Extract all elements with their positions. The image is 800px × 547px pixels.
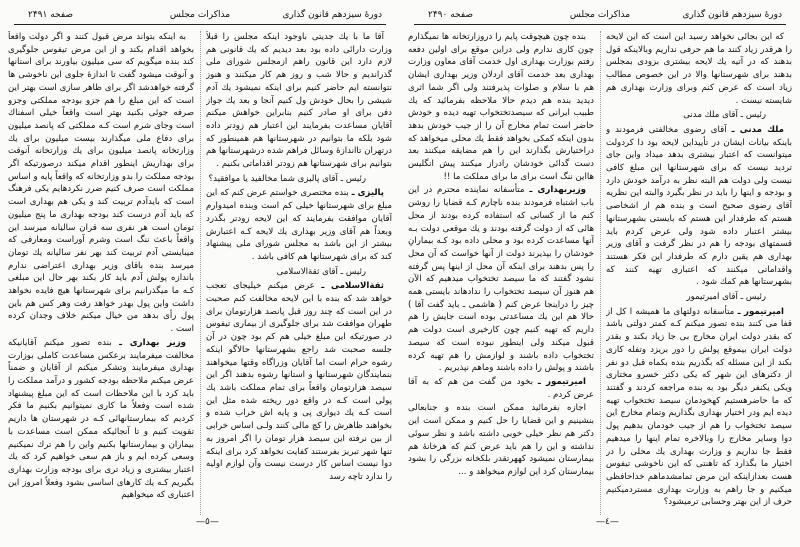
column-divider [600, 31, 601, 515]
speaker-name: امیرتیمور ـ [537, 376, 586, 387]
chair-heading: رئیس ـ آقای ثقةالاسلامی [276, 266, 366, 277]
paragraph: که این بجائی نخواهد رسید این است که این لایحه را هرقدر زیاد کنند ما هم حرفی نداریم وبالاینکه قول بدهند که در آتیه یك لایحه بیشتری بزودی بمجلس بدهند برای شهرستانها والا در این خصوص مطالب زیاد است که عرض کنم وبرای وزارت بهداری هم شایسته نیست . [606, 32, 792, 106]
speech-text: متأسفانه دولتهای ما همیشه ا کل از قفا می کنند بنده تصور میکنم کـه کمتر دولتی باشد که بقدر دولت ایران مخارج بی جا زیاد بکند و بقدر دولت ایران بیموقع پولش را دور بریزد وتفله کاری بکند از این مسئله که بگذریم بنده بکماه قبل دو نفر از دکترهای این شهر که یکی دکتر خسرو مختاری ویکی یکنفر دیگر بود به بنده مراجعه کردند و گفتند که ما حاضرهستیم کهخودمان سیصد تختخواب تهیه دیده ایم ودر اختیار بهداری بگذاریم وتمام مخارج این سیصد تختخواب را هم از جیب خودمان بدهیم پول دوا وسایر مخارج را وبالاخره تمام اینها را میدهیم فقط جا نداریم و وزارت بهداری یك محلی را در اختیار ما بگذارد که تاهنتی که این ناخوشی تیفوس هست بعدازاینکه این مرض تمامشدماهم خداحافظی میکنیم و جا راهم به وزارت بهداری مستردمیکنیم حرف از این بهتر وحسابی ترمیشود؟ [606, 306, 792, 508]
column-left [8, 31, 194, 515]
speech-text: بنده تصور میکنم آقایانیکه مخالفت میفرمایند برعکس مساعدت کاملی بوزارت بهداری میفرمایند وتشکر میکنم از آقایان و ضمناً عرض میکنم ملاحظه بودجه کشور و درآمد مملکت را باید کرد با این ملاحظات است که این مبلغ پیشنهاد شده است وفعلاً ما کاری نمیتوانیم بکنیم ما فکر کردیم که بیمارستانهائی کـه در شهرستان ها داریم تقویت کنیم و تا آنجائیکه ممکن است مساعدت با بیماران و بیمارستانها بکنیم واین را هم ترك نمیکنیم وسعی کرده ایم و باز هم سعی خواهیم کرد که یك اعتبار بیشتری و زیاد تری برای بودجه وزارت بهداری بگیریم کـه یك کارهای اساسی بشود وفعلاً امروز این اعتباری که میخواهیم [8, 337, 194, 501]
speech-text: عرض میکنم خیلیجای تعجب خواهد شد که بنده با این لایحه مخالفت کنم صحبت در این است که چند روز قبل پانصد هزارتومان برای طهران موافقت شد برای جلوگیری از بیماری تیفوس در صورتیکه این مبلغ خیلی هم کم بود چون در آن جلسه صحبت شد راجع بشهرستانها حالاگو اینکه رشوه حرام است اما آقایان وزراگاه وقتها میخواهند بنمایندگان شهرستانها و استانها رشوه بدهند اگر این سیصد هزارتومان واقعاً برای تمام مملکت باشد یك پولی است کـه در واقع دور ریخته شده مثل این است کـه یك دیواری پی و پایه اش خراب شده و بخواهند ظاهرش را کچ مالی کنند ولـی اساس خرابی از بین نرفته این سیصد هزار تومان را اگر امروز به تنها شهر تبریز بفرستند کفایت نخواهد کرد برای اینکه دوا نیست اساس کار درست نیست وآن لوازم اولیه را ندارد تاچه رسد [206, 281, 392, 482]
speech-paragraph [206, 187, 392, 263]
speech-text: بنده مختصری خواستم عرض کنم که این مبلغ برای شهرستانها خیلی کم است وبنده امیدوارم آقایان موافقت بفرمایند که این لایحه زودتر بگذرد وبعداً هم آقای وزیر بهداری یك لایحه کـه اعتبارش بیشتر از این باشد به مجلس شورای ملی پیشنهاد کند که برای شهرستانها هم کافی باشد . [206, 188, 392, 262]
speech-text: آقای رضوی مخالفتی فرمودند و باینکه بیانات ایشان در تأییداین لایحه بود دا کردولت میتوانست که اعتبار بیشتری بدهد میداد واین جای تردید نیست که برای شهرستانها این مبلغ کافی نیست ولی دولت هم البته نظر به درآمد خودش دارد و بودجه و اینها را باید در نظر بگیرد والبته این نظریه آقای رضوی صحیح است و بنده هم از اشخاصی هستم که طرفدار این هستم که بایستی بشهرستانها بیشتر اعتبار داده شود ولی عرض کردم باید قسمتهای بودجه را هم در نظر گرفت و آقای وزیر بهداری هم یقین دارم که طرفدار این فکر هستند واقداماتی میکنند که اعتباری تهیه کنند که بشهرستانها هم کمك شود . [606, 124, 792, 288]
chair-heading: رئیس ـ آقای ملك مدنی [683, 110, 766, 121]
speech-paragraph [606, 306, 792, 509]
session-label: دورهٔ سیزدهم قانون گذاری [682, 10, 782, 20]
page-header [414, 6, 786, 25]
speaker-name: امیرتیمور ـ [737, 306, 784, 317]
page-number: صفحه ۲۴۹۰ [428, 10, 474, 20]
right-page [400, 0, 800, 547]
paragraph: اجازه بفرمائید ممکن است بنده و جنابعالی بنشینیم و این قضایا را حل کنیم و ممکن است این دکتر هم نظر خیلی خوبی داشته باشد و نظر سوئی نداشته و این را هم باید عرض کنم که هرخانهٔ هم بیمارستان نمیشود کههرتقدر بلکخانه بزرگی را بشود بیمارستان کرد این لوازم میخواهد و ... [408, 403, 594, 477]
speech-paragraph [408, 184, 594, 375]
speech-paragraph [606, 124, 792, 289]
column-right [606, 31, 792, 515]
speaker-name: وزیربهداری ـ [529, 185, 586, 196]
column-right [206, 31, 392, 515]
column-divider [200, 31, 201, 515]
paragraph: بنده چون هیچوقت پایم را دروزارتخانه ها نمیگذارم چون کاری ندارم ولی دراین موقع برای اولین دفعه رفتم بوزارت بهداری اول خدمت آقای معاون وزارت بهداری بعد خدمت آقای اردلان وزیر بهداری ایشان هم با سلام و صلوات پذیرفتند ولی اگر شما اثری دیدید بنده هم دیدم حالا ملاحظه بفرمائید که یك طبیب ایرانی که سیصدتختخواب تهیه دیده و خودش حاضر است تمام مخارج آن را از جیب خودش بدهد بدون اینکه کمکی بخواهد فقط یك محلی میخواهد که دراختیارش بگذارند این را هم مضایقه میکنند بعد دست گدائی خودشان رادراز میکنند پیش انگلیس هااین ننگ است برای ما برای مملکت ما !! [408, 32, 594, 182]
running-title: مذاکرات مجلس [569, 10, 631, 20]
session-label: دورهٔ سیزدهم قانون گذاری [282, 10, 382, 20]
speaker-name: پالیزی ـ [351, 188, 385, 199]
speech-text: بخود من گفت من هم که به آقا عرض کردم . [408, 376, 594, 400]
column-left [408, 31, 594, 515]
speaker-name: ثقةالاسلامی ـ [321, 281, 384, 292]
speech-paragraph [408, 376, 594, 401]
speech-paragraph [206, 280, 392, 483]
page-header [14, 6, 386, 25]
page-footer-number: —٥— [196, 517, 219, 527]
chair-heading: رئیس ـ آقای امیرتیمور [686, 292, 766, 303]
page-number: صفحه ۲۴۹۱ [28, 10, 74, 20]
paragraph: به اینکه بتواند مرض قبول کنند و اگر دولت واقعاً بخواهد اقدام بکند و از این مرض تیفوس جلوگیری کند بنده میگویم که سی میلیون بیاورند برای استانها و آنوقت میشود گفت تا اندازهٔ جلوی این ناخوشی ها گرفته خواهدشد اگر برای ظاهر سازی است بهتر این است که این مبلغ را هم جزو بودجه مملکتی وجزو صرفه جوئی بکنید بهتر است واقعاً خیلی اسفناك است وجای شرم است کـه مملکتی که پانصد میلیون برای دفاع ملی میگذارند بیست میلیون برای یك وزارتخانه پانصد میلیون برای یك وزارتخانه آنوقت برای بهداریش اینطور اقدام میکند درصورتیکه اگر بودجه مملکت را بدو وزارتخانه که واقعاً پایه و اساس مملکت است صرف کنیم ضرر نکردهایم یکی فرهنگ است که بایدآدم تربیت کند و یکی هم بهداری است که باید آدم درست کند بودجه بهداری ما پنج میلیون تومان است هر نفری سه قران سالیانه میرسد این واقعاً باعث ننگ است وشرم آوراست ومعارفی که میبایستی آدم تربیت کند بهر نفر سالیانه یك تومان میرسد بنده باقای وزیر بهداری اعتراضی ندارم باندازه پولش آدم باید کار بکند بهر حال این مبلغی کـه ما میگذرانیم برای شهرستانها هیچ فایده نخواهد داشت واین پول بهدر خواهد رفت وهر کس هم باین پول رأی بدهد من خیال میکنم خلاف وجدان کرده است . [8, 32, 194, 335]
speaker-name: وزیر بهداری ـ [119, 337, 186, 348]
speech-text: متأسفانه نماینده محترم در این باب اشتباه فرمودند بنده ناچارم کـه قضایا را روشن کنم ما از کسانی که استفاده کرده بودند از محل هائی که از دولت گرفته بودند و یك موقعی دولت بـه آنها مساعدت کرده بود و محلی داده بود کـه بیمارانِ خودشان را بپذیرند دولت از آنها خواست که آن محل را پس بدهند برای اینکه آن محل از اینها پس گرفته نشود گفتند که ما سیصد تختخواب میدهیم که الآن هم هنوز آن سیصد تختخواب را ندادهاند بایستی همه چیز را دراینجا عرض کنم ( هاشمی ـ باید گفت آقا ) حالا هم این یك مساعدتی بوده است جایش را هم داریم که تهیه کنیم چون کارخیری است دولت هم قبول میکند ولی اینطور نبوده است که سیصد تختخواب داده باشند و لوازمش را هم تهیه کرده باشند و پولش را داده باشند وماهم نپذیریم . [408, 185, 594, 374]
chair-heading: رئیس ـ آقای پالیزی شما مخالفید یا موافقید؟ [208, 173, 366, 184]
speaker-name: ملك مدنی ـ [731, 124, 784, 135]
page-footer-number: —٤— [596, 517, 619, 527]
running-title: مذاکرات مجلس [169, 10, 231, 20]
paragraph: آقا ما با یك جدیتی باوجود اینکه مجلس را قبلاً وزارت دارائی داده بود بعد دیدیم که یك قانونی هم لازم دارد این قانون راهم ازمجلس شورای ملی گذراندیم و حالا شب و روز هم کار میکنند و هنوز نتوانسته ایم حاضر کنیم برای اینکه نمیشود یك آدم شیشی را بحال خودش ول کنیم آنجا و بعد یك جواز دفن برای او صادر کنیم بنابراین خواهش میکنم آقایان مساعدت بفرمایند این اعتبار هم زودتر داده شود بلکه ما بتوانیم در شهرستانها هم همینطور که درتهران تااندازهٔ وسائل فراهم شده درشهرستانها هم بتوانیم برای شهرستانها هم زودتر اقداماتی بکنیم . [206, 32, 392, 170]
speech-paragraph [8, 337, 194, 502]
